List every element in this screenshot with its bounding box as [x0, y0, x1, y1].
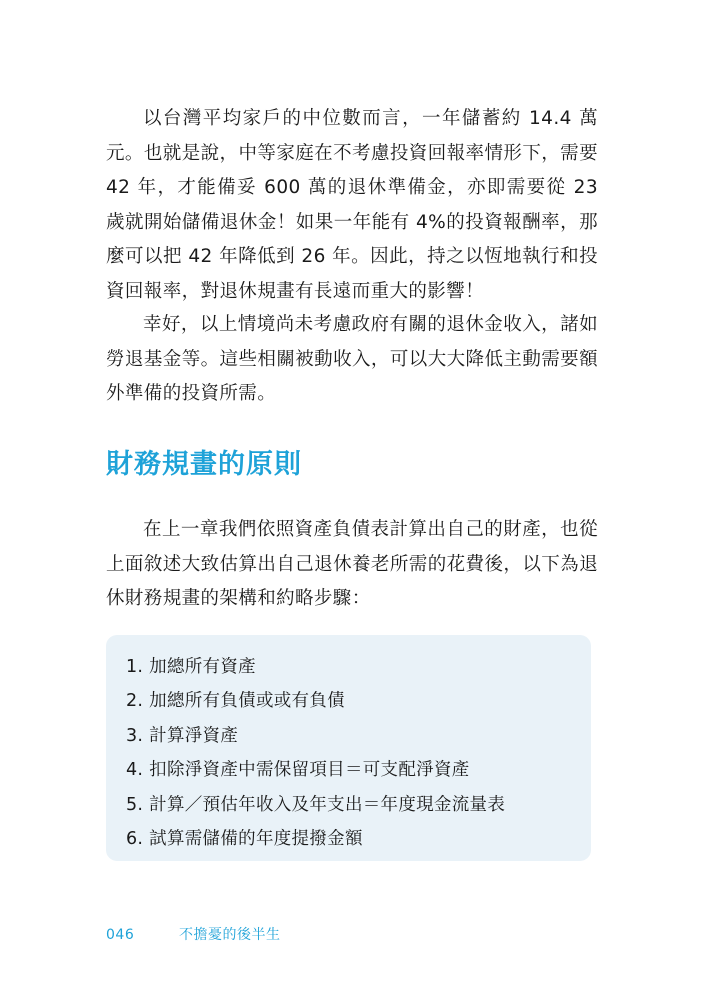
- section-intro-paragraph: 在上一章我們依照資產負債表計算出自己的財產，也從上面敘述大致估算出自己退休養老所需的花費後，以下為退休財務規畫的架構和約略步驟：: [106, 519, 598, 609]
- page-number: 046: [106, 927, 135, 943]
- list-item: 2. 加總所有負債或或有負債: [126, 691, 345, 712]
- steps-callout-box: [106, 635, 591, 861]
- list-item: 6. 試算需儲備的年度提撥金額: [126, 829, 363, 850]
- body-paragraph-savings: 以台灣平均家戶的中位數而言，一年儲蓄約 14.4 萬元。也就是說，中等家庭在不考慮投資回報率情形下，需要 42 年，才能備妥 600 萬的退休準備金，亦即需要從 23 歲就開始儲備退休金！如果一年能有 4%的投資報酬率，那麼可以把 42 年降低到 26 年。因此，持之以恆地執行和投資回報率，對退休規畫有長遠而重大的影響！: [106, 108, 598, 302]
- list-item: 3. 計算淨資產: [126, 725, 239, 746]
- body-paragraph-passive-income: 幸好，以上情境尚未考慮政府有關的退休金收入，諸如勞退基金等。這些相關被動收入，可以大大降低主動需要額外準備的投資所需。: [106, 314, 598, 404]
- list-item: 5. 計算／預估年收入及年支出＝年度現金流量表: [126, 794, 506, 815]
- steps-list: [126, 650, 505, 856]
- list-item: 1. 加總所有資產: [126, 657, 256, 677]
- running-book-title: 不擔憂的後半生: [179, 927, 281, 943]
- section-heading: 財務規畫的原則: [106, 449, 302, 480]
- list-item: 4. 扣除淨資產中需保留項目＝可支配淨資產: [126, 760, 470, 781]
